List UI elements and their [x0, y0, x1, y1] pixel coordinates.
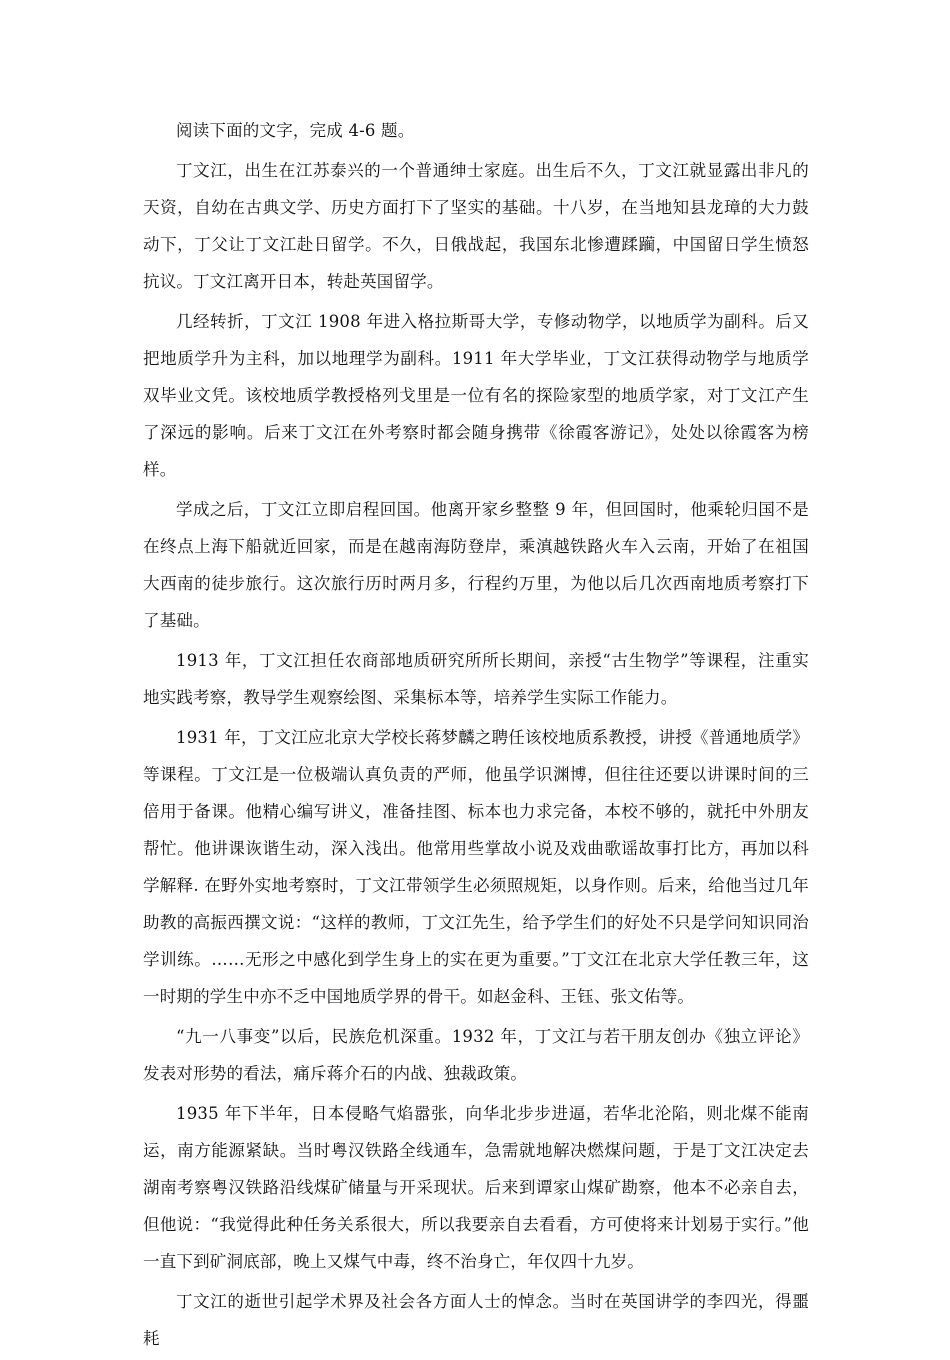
paragraph-4: 1913 年，丁文江担任农商部地质研究所所长期间，亲授“古生物学”等课程，注重实地实践考察，教导学生观察绘图、采集标本等，培养学生实际工作能力。	[143, 651, 809, 707]
paragraph-3: 学成之后，丁文江立即启程回国。他离开家乡整整 9 年，但回国时，他乘轮归国不是在终点上海下船就近回家，而是在越南海防登岸，乘滇越铁路火车入云南，开始了在祖国大西南的徒步旅行。这次旅行历时两月多，行程约万里，为他以后几次西南地质考察打下了基础。	[143, 500, 809, 630]
paragraph-1: 丁文江，出生在江苏泰兴的一个普通绅士家庭。出生后不久，丁文江就显露出非凡的天资，自幼在古典文学、历史方面打下了坚实的基础。十八岁，在当地知县龙璋的大力鼓动下，丁父让丁文江赴日留学。不久，日俄战起，我国东北惨遭蹂躏，中国留日学生愤怒抗议。丁文江离开日本，转赴英国留学。	[143, 161, 809, 291]
paragraph-6: “九一八事变”以后，民族危机深重。1932 年，丁文江与若干朋友创办《独立评论》发表对形势的看法，痛斥蒋介石的内战、独裁政策。	[143, 1027, 809, 1083]
paragraph-7: 1935 年下半年，日本侵略气焰嚣张，向华北步步进逼，若华北沦陷，则北煤不能南运，南方能源紧缺。当时粤汉铁路全线通车，急需就地解决燃煤问题，于是丁文江决定去湖南考察粤汉铁路沿线煤矿储量与开采现状。后来到谭家山煤矿勘察，他本不必亲自去，但他说：“我觉得此种任务关系很大，所以我要亲自去看看，方可使将来计划易于实行。”他一直下到矿洞底部，晚上又煤气中毒，终不治身亡，年仅四十九岁。	[143, 1104, 809, 1271]
paragraph-5: 1931 年，丁文江应北京大学校长蒋梦麟之聘任该校地质系教授，讲授《普通地质学》等课程。丁文江是一位极端认真负责的严师，他虽学识渊博，但往往还要以讲课时间的三倍用于备课。他精心编写讲义，准备挂图、标本也力求完备，本校不够的，就托中外朋友帮忙。他讲课诙谐生动，深入浅出。他常用些掌故小说及戏曲歌谣故事打比方，再加以科学解释. 在野外实地考察时，丁文江带领学生必须照规矩，以身作则。后来，给他当过几年助教的高振西撰文说：“这样的教师，丁文江先生，给予学生们的好处不只是学问知识同治学训练。……无形之中感化到学生身上的实在更为重要。”丁文江在北京大学任教三年，这一时期的学生中亦不乏中国地质学界的骨干。如赵金科、王钰、张文佑等。	[143, 728, 809, 1006]
intro-line: 阅读下面的文字，完成 4-6 题。	[176, 121, 415, 140]
document-page	[143, 112, 809, 1360]
paragraph-8: 丁文江的逝世引起学术界及社会各方面人士的悼念。当时在英国讲学的李四光，得噩耗	[143, 1292, 809, 1348]
paragraph-2: 几经转折，丁文江 1908 年进入格拉斯哥大学，专修动物学，以地质学为副科。后又把地质学升为主科，加以地理学为副科。1911 年大学毕业，丁文江获得动物学与地质学双毕业文凭。该校地质学教授格列戈里是一位有名的探险家型的地质学家，对丁文江产生了深远的影响。后来丁文江在外考察时都会随身携带《徐霞客游记》，处处以徐霞客为榜样。	[143, 312, 809, 479]
